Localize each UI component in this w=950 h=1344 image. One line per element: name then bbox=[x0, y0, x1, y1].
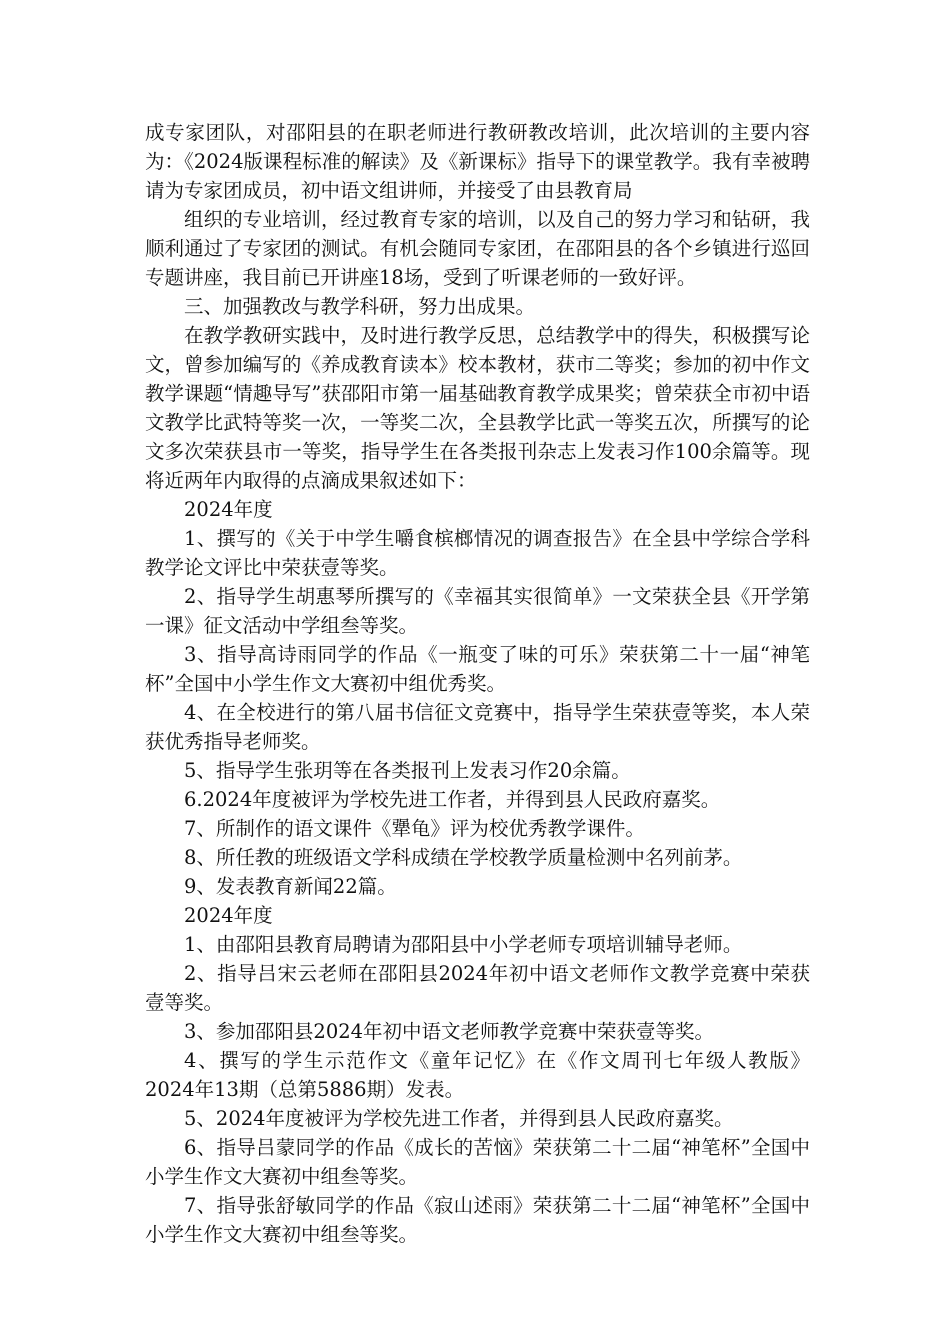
list-item: 9、发表教育新闻22篇。 bbox=[184, 875, 397, 898]
list-item: 6、指导吕蒙同学的作品《成长的苦恼》荣获第二十二届“神笔杯”全国中小学生作文大赛初中组叁等奖。 bbox=[145, 1136, 810, 1188]
list-item: 6.2024年度被评为学校先进工作者，并得到县人民政府嘉奖。 bbox=[184, 788, 721, 811]
year-heading: 2024年度 bbox=[184, 904, 273, 927]
list-item: 4、撰写的学生示范作文《童年记忆》在《作文周刊七年级人教版》2024年13期（总第5886期）发表。 bbox=[145, 1049, 810, 1101]
list-item: 5、2024年度被评为学校先进工作者，并得到县人民政府嘉奖。 bbox=[184, 1107, 734, 1130]
paragraph-continuation: 成专家团队，对邵阳县的在职老师进行教研教改培训，此次培训的主要内容为：《2024版课程标准的解读》及《新课标》指导下的课堂教学。我有幸被聘请为专家团成员，初中语文组讲师，并接受了由县教育局 bbox=[145, 121, 810, 202]
section-heading: 三、加强教改与教学科研，努力出成果。 bbox=[184, 295, 536, 318]
paragraph-training: 组织的专业培训，经过教育专家的培训，以及自己的努力学习和钻研，我顺利通过了专家团的测试。有机会随同专家团，在邵阳县的各个乡镇进行巡回专题讲座，我目前已开讲座18场，受到了听课老师的一致好评。 bbox=[145, 208, 810, 289]
list-item: 3、参加邵阳县2024年初中语文老师教学竞赛中荣获壹等奖。 bbox=[184, 1020, 715, 1043]
list-item: 3、指导高诗雨同学的作品《一瓶变了味的可乐》荣获第二十一届“神笔杯”全国中小学生作文大赛初中组优秀奖。 bbox=[145, 643, 810, 695]
list-item: 7、指导张舒敏同学的作品《寂山述雨》荣获第二十二届“神笔杯”全国中小学生作文大赛初中组叁等奖。 bbox=[145, 1194, 810, 1246]
list-item: 2、指导学生胡惠琴所撰写的《幸福其实很简单》一文荣获全县《开学第一课》征文活动中学组叁等奖。 bbox=[145, 585, 810, 637]
list-item: 1、由邵阳县教育局聘请为邵阳县中小学老师专项培训辅导老师。 bbox=[184, 933, 743, 956]
list-item: 1、撰写的《关于中学生嚼食槟榔情况的调查报告》在全县中学综合学科教学论文评比中荣获壹等奖。 bbox=[145, 527, 810, 579]
paragraph-research: 在教学教研实践中，及时进行教学反思，总结教学中的得失，积极撰写论文，曾参加编写的《养成教育读本》校本教材，获市二等奖；参加的初中作文教学课题“情趣导写”获邵阳市第一届基础教育教学成果奖；曾荣获全市初中语文教学比武特等奖一次，一等奖二次，全县教学比武一等奖五次，所撰写的论文多次荣获县市一等奖，指导学生在各类报刊杂志上发表习作100余篇等。现将近两年内取得的点滴成果叙述如下： bbox=[145, 324, 810, 492]
list-item: 5、指导学生张玥等在各类报刊上发表习作20余篇。 bbox=[184, 759, 631, 782]
document-body bbox=[145, 118, 810, 1249]
list-item: 8、所任教的班级语文学科成绩在学校教学质量检测中名列前茅。 bbox=[184, 846, 743, 869]
list-item: 7、所制作的语文课件《犟龟》评为校优秀教学课件。 bbox=[184, 817, 645, 840]
list-item: 2、指导吕宋云老师在邵阳县2024年初中语文老师作文教学竞赛中荣获壹等奖。 bbox=[145, 962, 810, 1014]
list-item: 4、在全校进行的第八届书信征文竞赛中，指导学生荣获壹等奖，本人荣获优秀指导老师奖。 bbox=[145, 701, 810, 753]
year-heading: 2024年度 bbox=[184, 498, 273, 521]
